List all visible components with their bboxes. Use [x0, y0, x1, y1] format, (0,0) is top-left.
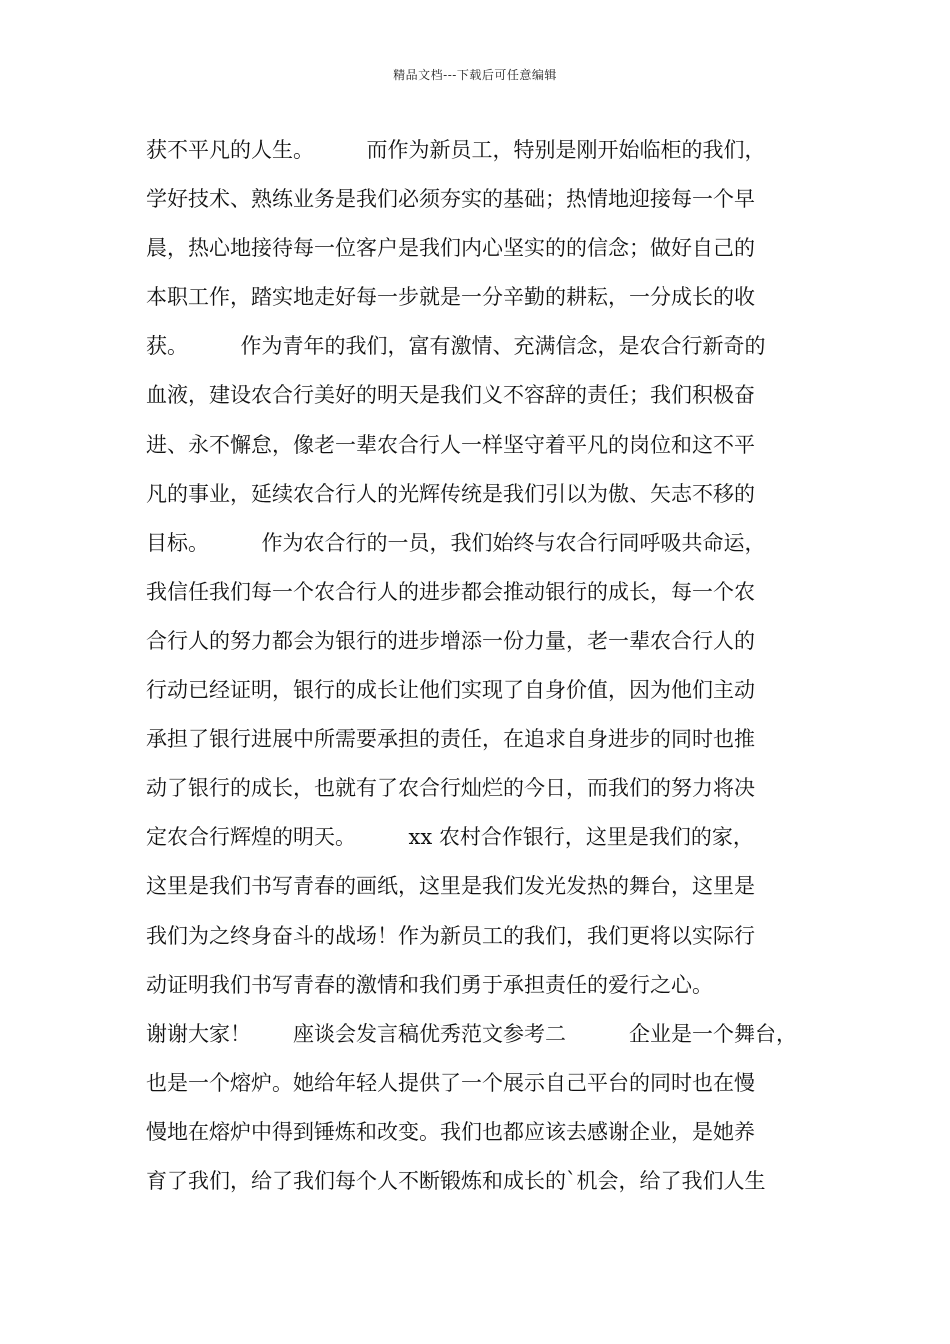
text-line: 我们为之终身奋斗的战场！作为新员工的我们，我们更将以实际行 — [146, 923, 755, 948]
text-line: 动证明我们书写青春的激情和我们勇于承担责任的爱行之心。 — [146, 972, 713, 997]
text-line: 学好技术、熟练业务是我们必须夯实的基础；热情地迎接每一个早 — [146, 187, 755, 212]
text-line: 定农合行辉煌的明天。 xx 农村合作银行，这里是我们的家， — [146, 825, 754, 850]
text-line: 这里是我们书写青春的画纸，这里是我们发光发热的舞台，这里是 — [146, 874, 755, 899]
text-line: 凡的事业，延续农合行人的光辉传统是我们引以为傲、矢志不移的 — [146, 481, 755, 506]
text-line: 晨，热心地接待每一位客户是我们内心坚实的的信念；做好自己的 — [146, 236, 755, 261]
text-line: 合行人的努力都会为银行的进步增添一份力量，老一辈农合行人的 — [146, 628, 755, 653]
text-line: 行动已经证明，银行的成长让他们实现了自身价值，因为他们主动 — [146, 678, 755, 703]
text-line: 目标。 作为农合行的一员，我们始终与农合行同呼吸共命运， — [146, 530, 766, 555]
body-text — [146, 130, 806, 1210]
page-header: 精品文档---下载后可任意编辑 — [393, 68, 557, 82]
text-line: 获不平凡的人生。 而作为新员工，特别是刚开始临柜的我们， — [146, 138, 766, 162]
text-line: 承担了银行进展中所需要承担的责任，在追求自身进步的同时也推 — [146, 727, 755, 752]
text-line: 获。 作为青年的我们，富有激情、充满信念，是农合行新奇的 — [146, 334, 766, 359]
text-line: 动了银行的成长，也就有了农合行灿烂的今日，而我们的努力将决 — [146, 776, 755, 801]
text-line: 育了我们，给了我们每个人不断锻炼和成长的`机会，给了我们人生 — [146, 1168, 766, 1193]
text-line: 血液，建设农合行美好的明天是我们义不容辞的责任；我们积极奋 — [146, 383, 755, 408]
text-line: 谢谢大家！ 座谈会发言稿优秀范文参考二 企业是一个舞台， — [146, 1021, 797, 1046]
text-line: 我信任我们每一个农合行人的进步都会推动银行的成长，每一个农 — [146, 579, 755, 604]
text-line: 慢地在熔炉中得到锤炼和改变。我们也都应该去感谢企业，是她养 — [146, 1119, 755, 1144]
text-line: 也是一个熔炉。她给年轻人提供了一个展示自己平台的同时也在慢 — [146, 1070, 755, 1095]
text-line: 本职工作，踏实地走好每一步就是一分辛勤的耕耘，一分成长的收 — [146, 285, 755, 310]
text-line: 进、永不懈怠，像老一辈农合行人一样坚守着平凡的岗位和这不平 — [146, 432, 755, 457]
